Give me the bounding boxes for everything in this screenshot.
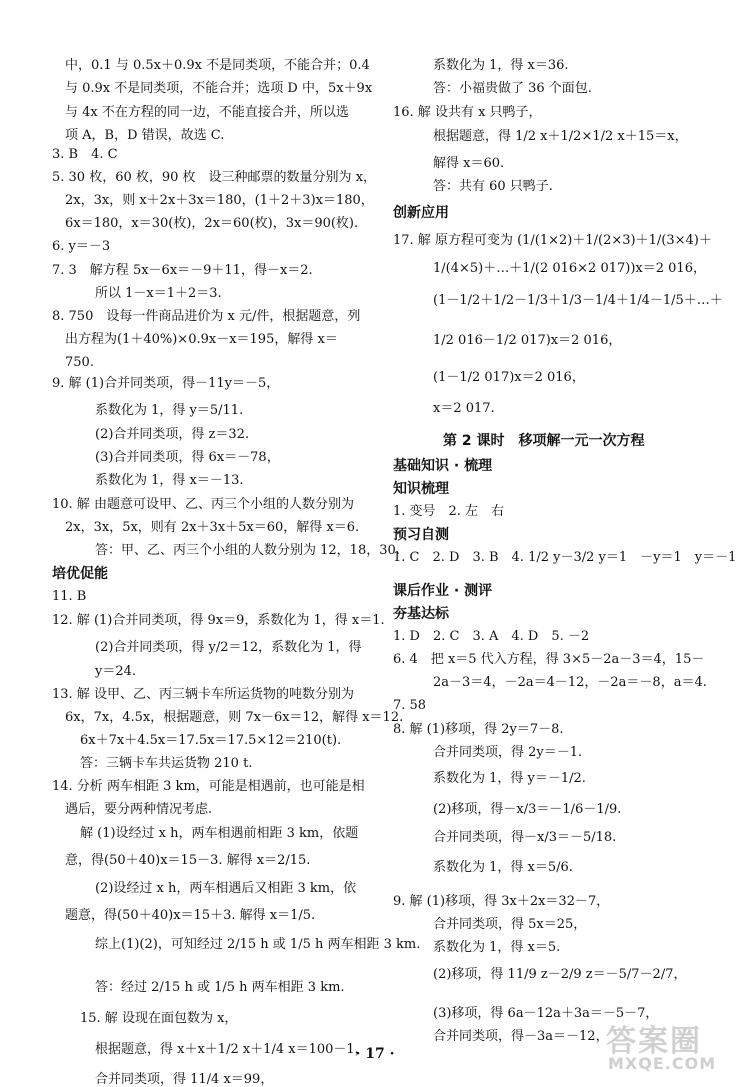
text-line: 解得 x＝60. [433,156,505,171]
text-line: 项 A，B，D 错误，故选 C. [65,128,225,143]
text-line: 16. 解 设共有 x 只鸭子， [393,105,542,120]
text-line: 出方程为(1＋40%)×0.9x－x＝195，解得 x＝ [65,332,338,347]
text-line: 中，0.1 与 0.5x＋0.9x 不是同类项，不能合并；0.4 [65,58,370,73]
text-line: 6. 4 把 x＝5 代入方程，得 3×5－2a－3＝4，15－ [393,652,705,667]
text-line: 13. 解 设甲、乙、丙三辆卡车所运货物的吨数分别为 [52,687,354,702]
text-line: 根据题意，得 x＋x＋1/2 x＋1/4 x＝100－1， [95,1042,368,1057]
text-line: 6x＋7x＋4.5x＝17.5x＝17.5×12＝210(t). [80,733,342,748]
text-line: 8. 750 设每一件商品进价为 x 元/件，根据题意，列 [52,309,361,324]
text-line: 17. 解 原方程可变为 (1/(1×2)＋1/(2×3)＋1/(3×4)＋ [393,233,712,248]
text-line: (1－1/2＋1/2－1/3＋1/3－1/4＋1/4－1/5＋…＋ [433,293,723,308]
text-line: 2x，3x，5x，则有 2x＋3x＋5x＝60，解得 x＝6. [65,520,360,535]
text-line: 15. 解 设现在面包数为 x， [80,1011,238,1026]
text-line: (2)移项，得 11/9 z－2/9 z＝－5/7－2/7， [433,967,687,982]
text-line: 合并同类项，得 2y＝－1. [433,745,583,760]
section-heading: 基础知识 · 梳理 [393,458,493,474]
text-line: 9. 解 (1)移项，得 3x＋2x＝32－7， [393,894,610,909]
text-line: (2)移项，得－x/3＝－1/6－1/9. [433,802,622,817]
text-line: 系数化为 1，得 y＝5/11. [95,403,244,418]
text-line: (2)合并同类项，得 z＝32. [95,427,250,442]
text-line: 1. 变号 2. 左 右 [393,504,505,519]
page-number: · 17 · [355,1046,395,1062]
section-heading: 第 2 课时 移项解一元一次方程 [443,433,645,449]
section-heading: 夯基达标 [393,606,449,622]
text-line: 遇后，要分两种情况考虑. [65,802,213,817]
text-line: 根据题意，得 1/2 x＋1/2×1/2 x＋15＝x， [433,129,688,144]
text-line: 10. 解 由题意可设甲、乙、丙三个小组的人数分别为 [52,497,354,512]
site-watermark [598,1016,746,1076]
text-line: (3)移项，得 6a－12a＋3a＝－5－7， [433,1006,659,1021]
text-line: (2)合并同类项，得 y/2＝12，系数化为 1，得 [95,640,362,655]
text-line: 1. D 2. C 3. A 4. D 5. －2 [393,629,590,644]
section-heading: 知识梳理 [393,481,449,497]
text-line: 8. 解 (1)移项，得 2y＝7－8. [393,722,564,737]
text-line: 系数化为 1，得 x＝5. [433,940,561,955]
text-line: 意，得(50＋40)x＝15－3. 解得 x＝2/15. [65,853,311,868]
text-line: 14. 分析 两车相距 3 km，可能是相遇前，也可能是相 [52,779,365,794]
text-line: 1/2 016－1/2 017)x＝2 016， [433,333,622,348]
text-line: 5. 30 枚，60 枚，90 枚 设三种邮票的数量分别为 x， [52,170,377,185]
text-line: 系数化为 1，得 x＝36. [433,58,569,73]
text-line: (3)合并同类项，得 6x＝－78， [95,450,280,465]
text-line: 7. 58 [393,698,427,713]
text-line: 答：共有 60 只鸭子. [433,179,553,194]
text-line: 750. [65,355,94,370]
watermark-text: 答案圈 [606,1024,702,1059]
text-line: (2)设经过 x h，两车相遇后又相距 3 km，依 [95,881,357,896]
text-line: x＝2 017. [433,401,495,416]
text-line: y＝24. [95,664,137,679]
section-heading: 培优促能 [52,566,108,582]
text-line: 6. y＝－3 [52,239,111,254]
text-line: 11. B [52,589,87,604]
text-line: 6x，7x，4.5x，根据题意，则 7x－6x＝12，解得 x＝12. [65,710,404,725]
watermark-url: MXQE.COM [608,1054,717,1073]
text-line: 题意，得(50＋40)x＝15＋3. 解得 x＝1/5. [65,908,316,923]
section-heading: 课后作业 · 测评 [393,583,493,599]
section-heading: 创新应用 [393,205,449,221]
text-line: 答：小福贵做了 36 个面包. [433,81,592,96]
text-line: 3. B 4. C [52,147,118,162]
text-line: 答：经过 2/15 h 或 1/5 h 两车相距 3 km. [95,980,345,995]
text-line: 6x＝180，x＝30(枚)，2x＝60(枚)，3x＝90(枚). [65,216,359,231]
text-line: 综上(1)(2)，可知经过 2/15 h 或 1/5 h 两车相距 3 km. [95,937,421,952]
text-line: (1－1/2 017)x＝2 016， [433,370,585,385]
text-line: 2a－3＝4，－2a＝4－12，－2a＝－8，a＝4. [433,675,707,690]
text-line: 系数化为 1，得 x＝5/6. [433,860,573,875]
text-line: 1. C 2. D 3. B 4. 1/2 y－3/2 y＝1 －y＝1 y＝－1 [393,550,737,565]
text-line: 答：甲、乙、丙三个小组的人数分别为 12，18，30. [95,543,400,558]
text-line: 12. 解 (1)合并同类项，得 9x＝9，系数化为 1，得 x＝1. [52,613,385,628]
text-line: 9. 解 (1)合并同类项，得－11y＝－5， [52,376,280,391]
text-line: 1/(4×5)＋…＋1/(2 016×2 017))x＝2 016， [433,261,706,276]
text-line: 系数化为 1，得 x＝－13. [95,473,244,488]
section-heading: 预习自测 [393,527,449,543]
text-line: 合并同类项，得－x/3＝－5/18. [433,830,617,845]
text-line: 合并同类项，得 5x＝25， [433,917,587,932]
text-line: 解 (1)设经过 x h，两车相遇前相距 3 km，依题 [80,826,359,841]
text-line: 与 0.9x 不是同类项，不能合并；选项 D 中，5x＋9x [65,81,373,96]
text-line: 2x，3x，则 x＋2x＋3x＝180，(1＋2＋3)x＝180， [65,193,374,208]
text-line: 答：三辆卡车共运货物 210 t. [80,756,253,771]
text-line: 所以 1－x＝1＋2＝3. [95,286,222,301]
text-line: 合并同类项，得－3a＝－12， [433,1029,609,1044]
text-line: 系数化为 1，得 y＝－1/2. [433,771,586,786]
text-line: 合并同类项，得 11/4 x＝99， [95,1072,274,1087]
text-line: 7. 3 解方程 5x－6x＝－9＋11，得－x＝2. [52,263,313,278]
text-line: 与 4x 不在方程的同一边，不能直接合并，所以选 [65,105,349,120]
